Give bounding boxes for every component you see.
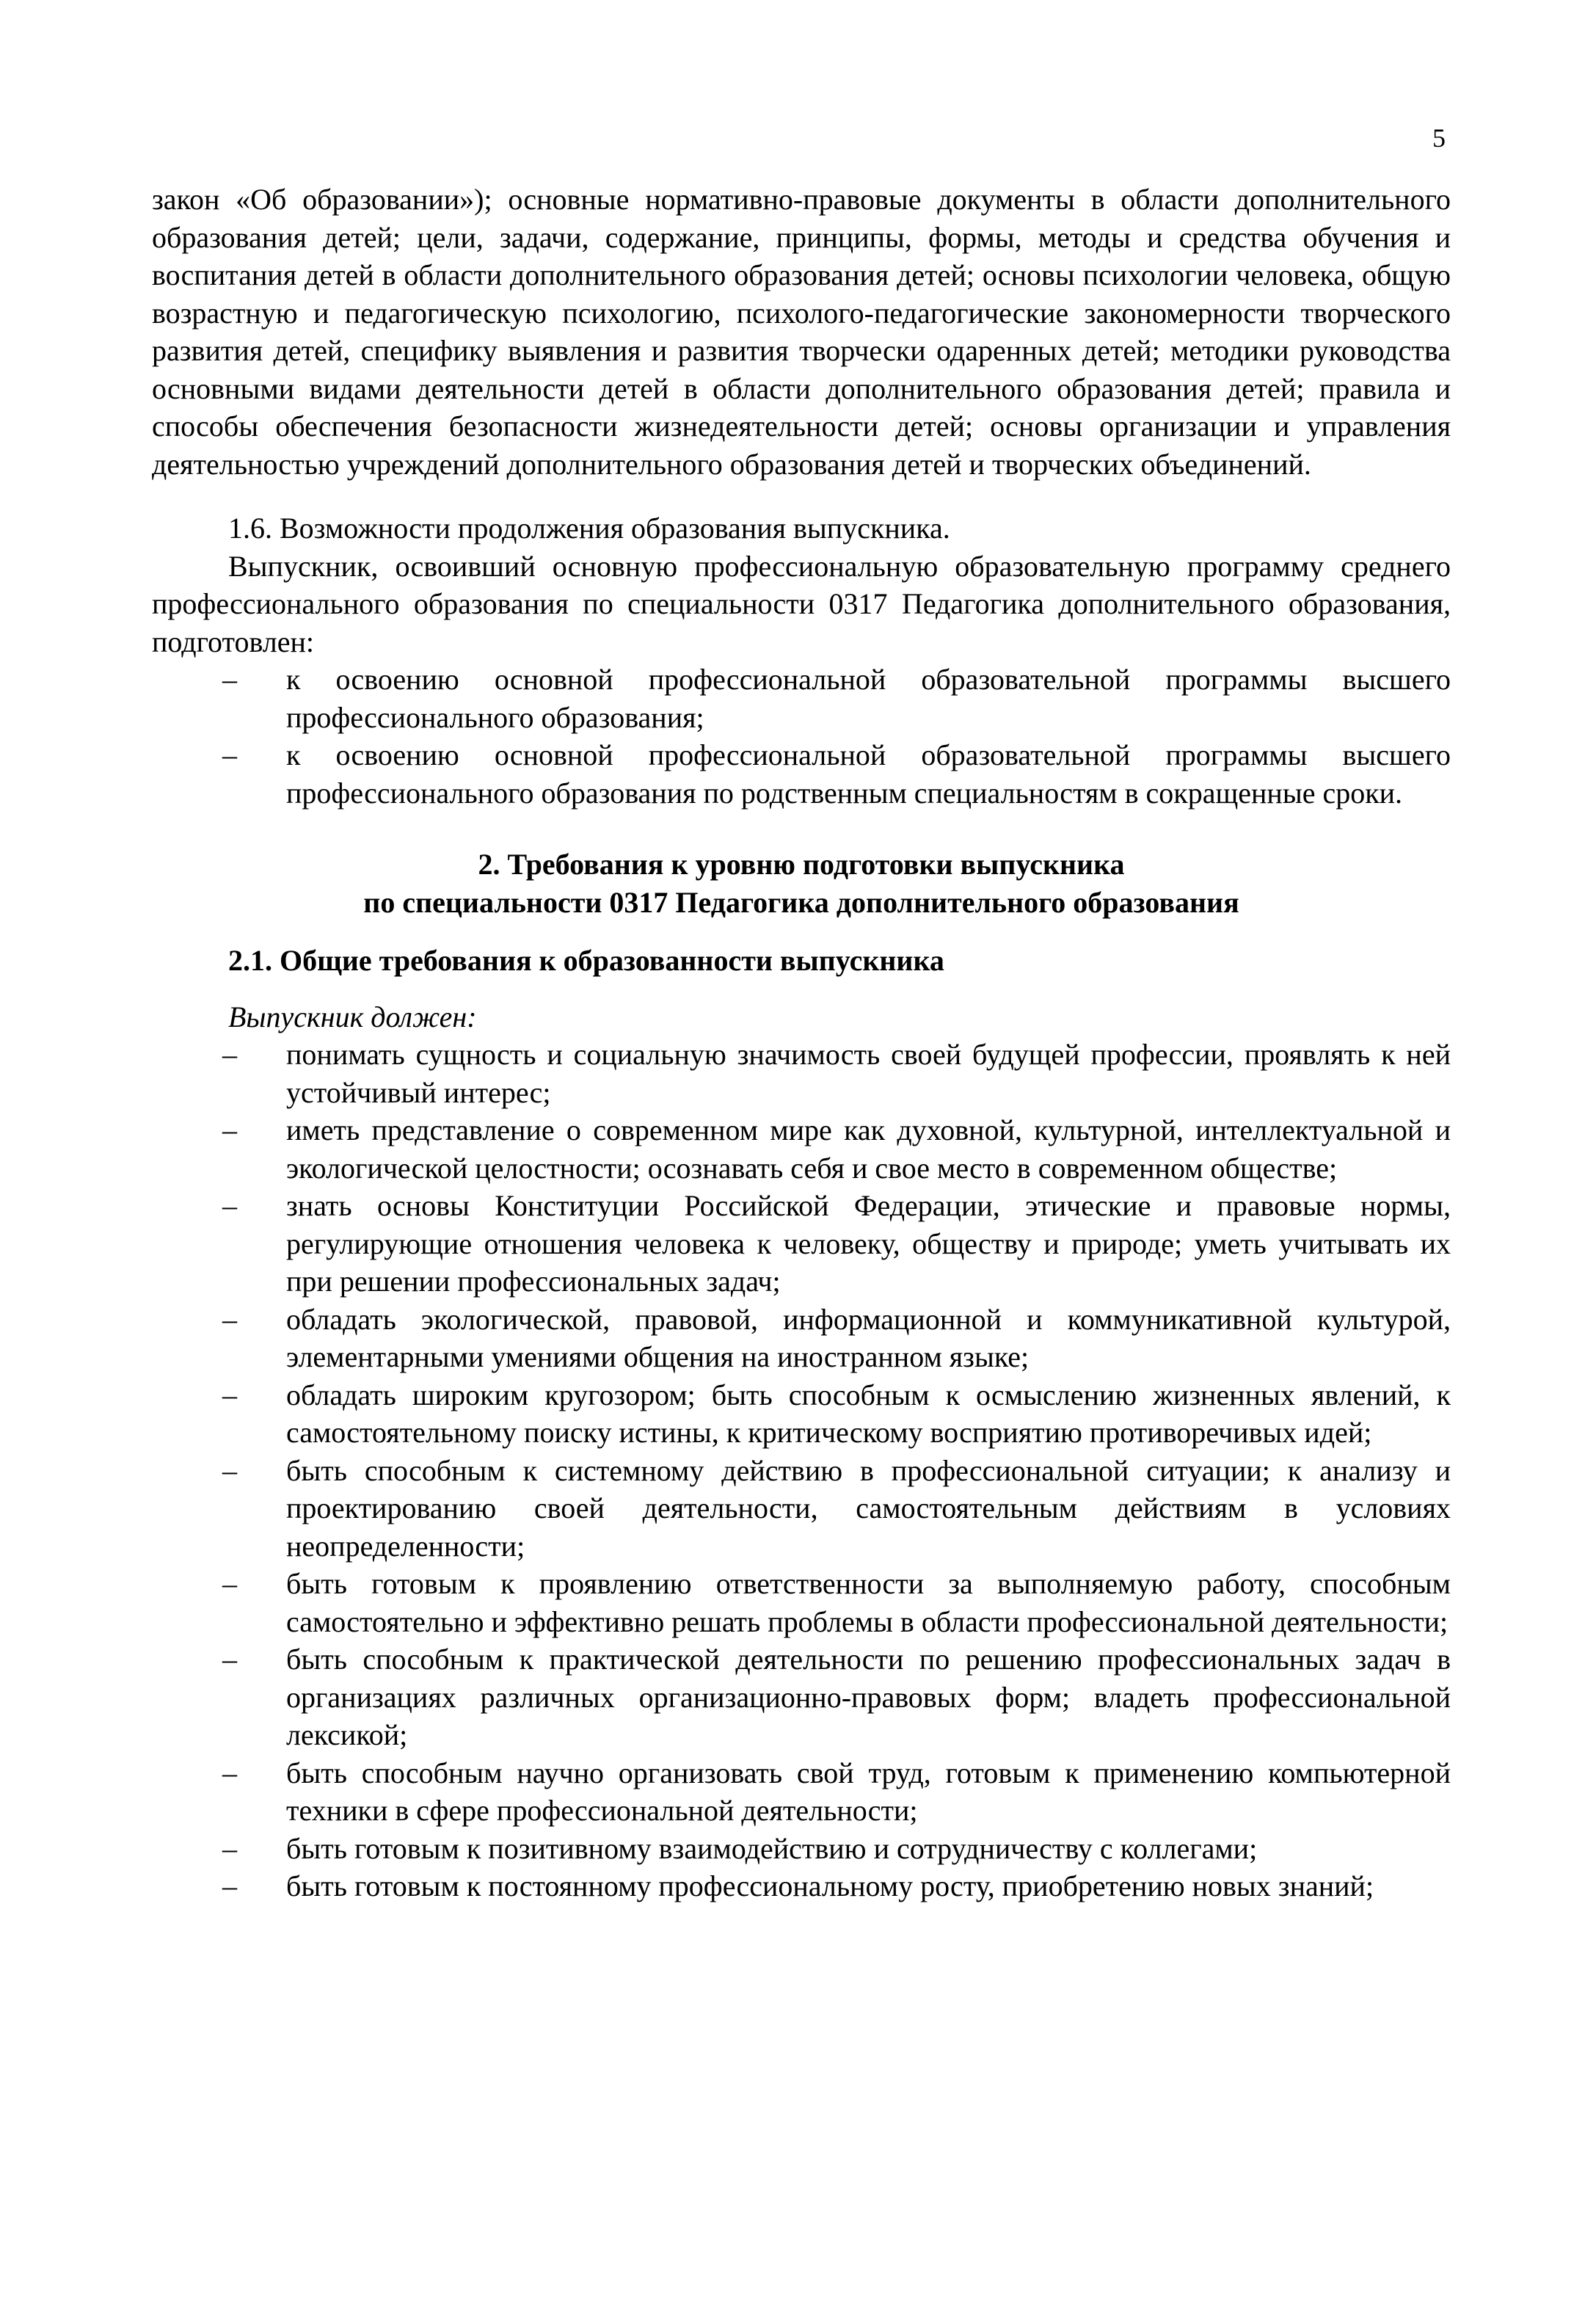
section-1-6-heading: 1.6. Возможности продолжения образования выпускника.	[228, 512, 950, 545]
list-item	[152, 1867, 1451, 1905]
list-item-text: быть готовым к позитивному взаимодействию и сотрудничеству с коллегами;	[286, 1831, 1258, 1865]
dash-marker: –	[222, 1113, 237, 1146]
list-item-text: знать основы Конституции Российской Федерации, этические и правовые нормы, регулирующие отношения человека к человеку, обществу и природе; уметь учитывать их при решении профессиональных задач;	[286, 1189, 1451, 1298]
section-2-1-heading: 2.1. Общие требования к образованности выпускника	[228, 944, 944, 977]
list-item	[152, 1754, 1451, 1830]
list-item-text: быть способным к системному действию в профессиональной ситуации; к анализу и проектированию своей деятельности, самостоятельным действиям в условиях неопределенности;	[286, 1453, 1451, 1563]
page-number: 5	[1432, 123, 1446, 153]
list-item	[152, 661, 1451, 736]
dash-marker: –	[222, 1756, 237, 1789]
section-2-1-list	[152, 1036, 1451, 1905]
dash-marker: –	[222, 1038, 237, 1071]
list-item-text: быть способным научно организовать свой труд, готовым к применению компьютерной техники в сфере профессиональной деятельности;	[286, 1756, 1451, 1827]
chapter-2-title-line-1: 2. Требования к уровню подготовки выпускника	[478, 848, 1125, 881]
list-item-text: к освоению основной профессиональной образовательной программы высшего профессионального образования;	[286, 663, 1451, 734]
list-item	[152, 1301, 1451, 1376]
chapter-2-title	[152, 846, 1451, 922]
dash-marker: –	[222, 1869, 237, 1902]
page-body	[152, 181, 1451, 1905]
list-item-text: обладать экологической, правовой, информационной и коммуникативной культурой, элементарными умениями общения на иностранном языке;	[286, 1302, 1451, 1373]
list-item-text: быть способным к практической деятельности по решению профессиональных задач в организациях различных организационно-правовых форм; владеть профессиональной лексикой;	[286, 1643, 1451, 1751]
list-item	[152, 736, 1451, 812]
list-item-text: обладать широким кругозором; быть способным к осмыслению жизненных явлений, к самостоятельному поиску истины, к критическому восприятию противоречивых идей;	[286, 1378, 1451, 1449]
list-item	[152, 1036, 1451, 1111]
list-item	[152, 1830, 1451, 1868]
dash-marker: –	[222, 1643, 237, 1676]
list-item-text: быть готовым к постоянному профессиональному росту, приобретению новых знаний;	[286, 1869, 1374, 1902]
chapter-2-title-line-2: по специальности 0317 Педагогика дополнительного образования	[363, 886, 1239, 919]
intro-paragraph: закон «Об образовании»); основные нормативно-правовые документы в области дополнительного образования детей; цели, задачи, содержание, принципы, формы, методы и средства обучения и воспитания детей в области дополнительного образования детей; основы психологии человека, общую возрастную и педагогическую психологию, психолого-педагогические закономерности творческого развития детей, специфику выявления и развития творчески одаренных детей; методики руководства основными видами деятельности детей в области дополнительного образования детей; правила и способы обеспечения безопасности жизнедеятельности детей; основы организации и управления деятельностью учреждений дополнительного образования детей и творческих объединений.	[152, 183, 1451, 481]
dash-marker: –	[222, 738, 237, 771]
dash-marker: –	[222, 1378, 237, 1411]
dash-marker: –	[222, 1567, 237, 1600]
dash-marker: –	[222, 1302, 237, 1336]
dash-marker: –	[222, 1189, 237, 1222]
list-item	[152, 1187, 1451, 1301]
section-1-6-list	[152, 661, 1451, 812]
dash-marker: –	[222, 663, 237, 696]
list-item-text: понимать сущность и социальную значимость своей будущей профессии, проявлять к ней устойчивый интерес;	[286, 1038, 1451, 1109]
list-item-text: быть готовым к проявлению ответственности за выполняемую работу, способным самостоятельно и эффективно решать проблемы в области профессиональной деятельности;	[286, 1567, 1451, 1638]
list-item	[152, 1111, 1451, 1187]
list-item	[152, 1376, 1451, 1452]
list-item	[152, 1640, 1451, 1754]
list-item	[152, 1565, 1451, 1640]
list-item-text: иметь представление о современном мире как духовной, культурной, интеллектуальной и экологической целостности; осознавать себя и свое место в современном обществе;	[286, 1113, 1451, 1185]
dash-marker: –	[222, 1831, 237, 1865]
section-2-1-lead: Выпускник должен:	[228, 1000, 477, 1033]
list-item-text: к освоению основной профессиональной образовательной программы высшего профессионального образования по родственным специальностям в сокращенные сроки.	[286, 738, 1451, 810]
dash-marker: –	[222, 1453, 237, 1487]
section-1-6-paragraph: Выпускник, освоивший основную профессиональную образовательную программу среднего профессионального образования по специальности 0317 Педагогика дополнительного образования, подготовлен:	[152, 549, 1451, 658]
list-item	[152, 1452, 1451, 1566]
